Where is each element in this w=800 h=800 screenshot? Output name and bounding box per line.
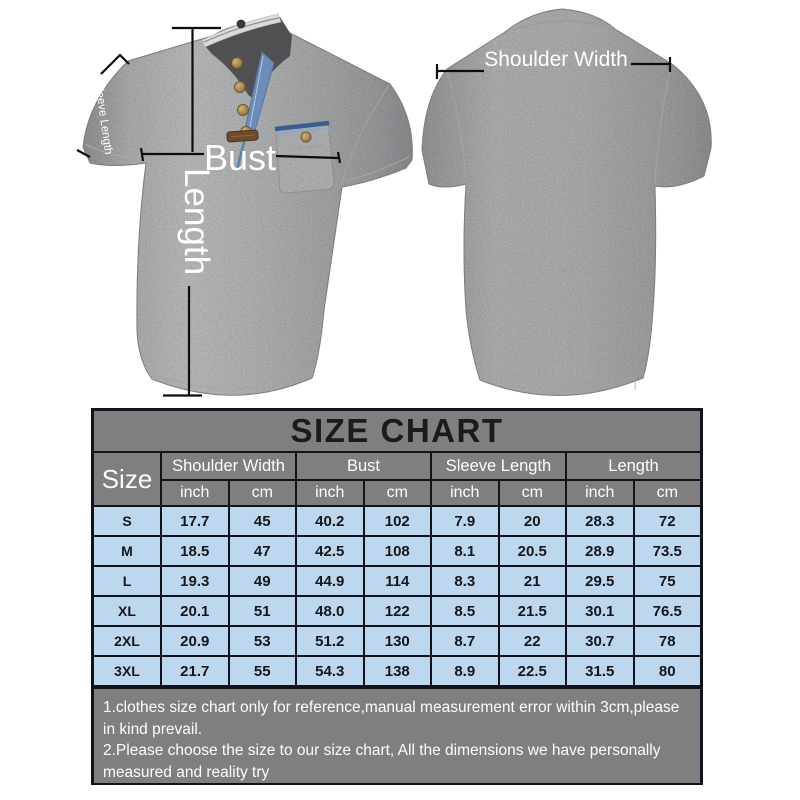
table-cell: 28.3 [567, 507, 633, 535]
table-cell: 102 [365, 507, 431, 535]
table-cell: 51.2 [297, 627, 363, 655]
note-line: 1.clothes size chart only for reference,manual measurement error within 3cm,please in kind prevail. [103, 699, 680, 738]
table-cell: 40.2 [297, 507, 363, 535]
size-cell: S [94, 507, 160, 535]
table-cell: 28.9 [567, 537, 633, 565]
unit-header: cm [635, 481, 701, 505]
table-cell: 73.5 [635, 537, 701, 565]
table-cell: 72 [635, 507, 701, 535]
table-cell: 22 [500, 627, 566, 655]
shoulder-width-label: Shoulder Width [484, 48, 628, 71]
pocket-button [301, 132, 311, 142]
unit-header: cm [230, 481, 296, 505]
size-cell: 3XL [94, 657, 160, 685]
table-cell: 78 [635, 627, 701, 655]
table-cell: 21 [500, 567, 566, 595]
table-cell: 21.7 [162, 657, 228, 685]
table-cell: 48.0 [297, 597, 363, 625]
table-cell: 42.5 [297, 537, 363, 565]
table-cell: 8.3 [432, 567, 498, 595]
table-cell: 31.5 [567, 657, 633, 685]
column-header-sleeve-length: Sleeve Length [432, 453, 565, 479]
unit-header: inch [297, 481, 363, 505]
table-cell: 20 [500, 507, 566, 535]
unit-header: inch [432, 481, 498, 505]
unit-header: inch [162, 481, 228, 505]
sleeve-length-label: Sleeve Length [92, 80, 115, 156]
table-cell: 76.5 [635, 597, 701, 625]
size-chart-title: SIZE CHART [94, 411, 700, 451]
unit-header: cm [365, 481, 431, 505]
table-cell: 17.7 [162, 507, 228, 535]
column-header-bust: Bust [297, 453, 430, 479]
table-cell: 8.1 [432, 537, 498, 565]
table-cell: 18.5 [162, 537, 228, 565]
table-cell: 30.7 [567, 627, 633, 655]
table-cell: 30.1 [567, 597, 633, 625]
table-cell: 44.9 [297, 567, 363, 595]
collar-button [237, 20, 245, 28]
table-cell: 7.9 [432, 507, 498, 535]
front-shirt-photo [83, 14, 412, 395]
table-cell: 47 [230, 537, 296, 565]
table-cell: 29.5 [567, 567, 633, 595]
size-chart-grid [94, 453, 700, 687]
table-cell: 21.5 [500, 597, 566, 625]
table-cell: 20.9 [162, 627, 228, 655]
unit-header: inch [567, 481, 633, 505]
table-cell: 55 [230, 657, 296, 685]
table-cell: 130 [365, 627, 431, 655]
length-label: Length [177, 168, 216, 276]
size-cell: XL [94, 597, 160, 625]
table-cell: 8.9 [432, 657, 498, 685]
table-cell: 108 [365, 537, 431, 565]
table-cell: 54.3 [297, 657, 363, 685]
unit-header: cm [500, 481, 566, 505]
table-cell: 53 [230, 627, 296, 655]
table-cell: 49 [230, 567, 296, 595]
column-header-length: Length [567, 453, 700, 479]
table-cell: 51 [230, 597, 296, 625]
size-cell: 2XL [94, 627, 160, 655]
column-header-shoulder-width: Shoulder Width [162, 453, 295, 479]
table-cell: 20.1 [162, 597, 228, 625]
table-cell: 19.3 [162, 567, 228, 595]
table-cell: 22.5 [500, 657, 566, 685]
size-cell: L [94, 567, 160, 595]
table-cell: 20.5 [500, 537, 566, 565]
table-cell: 75 [635, 567, 701, 595]
table-cell: 45 [230, 507, 296, 535]
table-cell: 122 [365, 597, 431, 625]
table-cell: 8.7 [432, 627, 498, 655]
table-cell: 114 [365, 567, 431, 595]
note-line: 2.Please choose the size to our size chart, All the dimensions we have personally measured and reality try [103, 742, 661, 781]
table-cell: 80 [635, 657, 701, 685]
size-chart-table [91, 408, 703, 785]
column-header-size: Size [94, 453, 160, 505]
table-cell: 138 [365, 657, 431, 685]
bust-label: Bust [203, 137, 277, 178]
table-cell: 8.5 [432, 597, 498, 625]
size-cell: M [94, 537, 160, 565]
size-chart-notes [94, 689, 700, 783]
